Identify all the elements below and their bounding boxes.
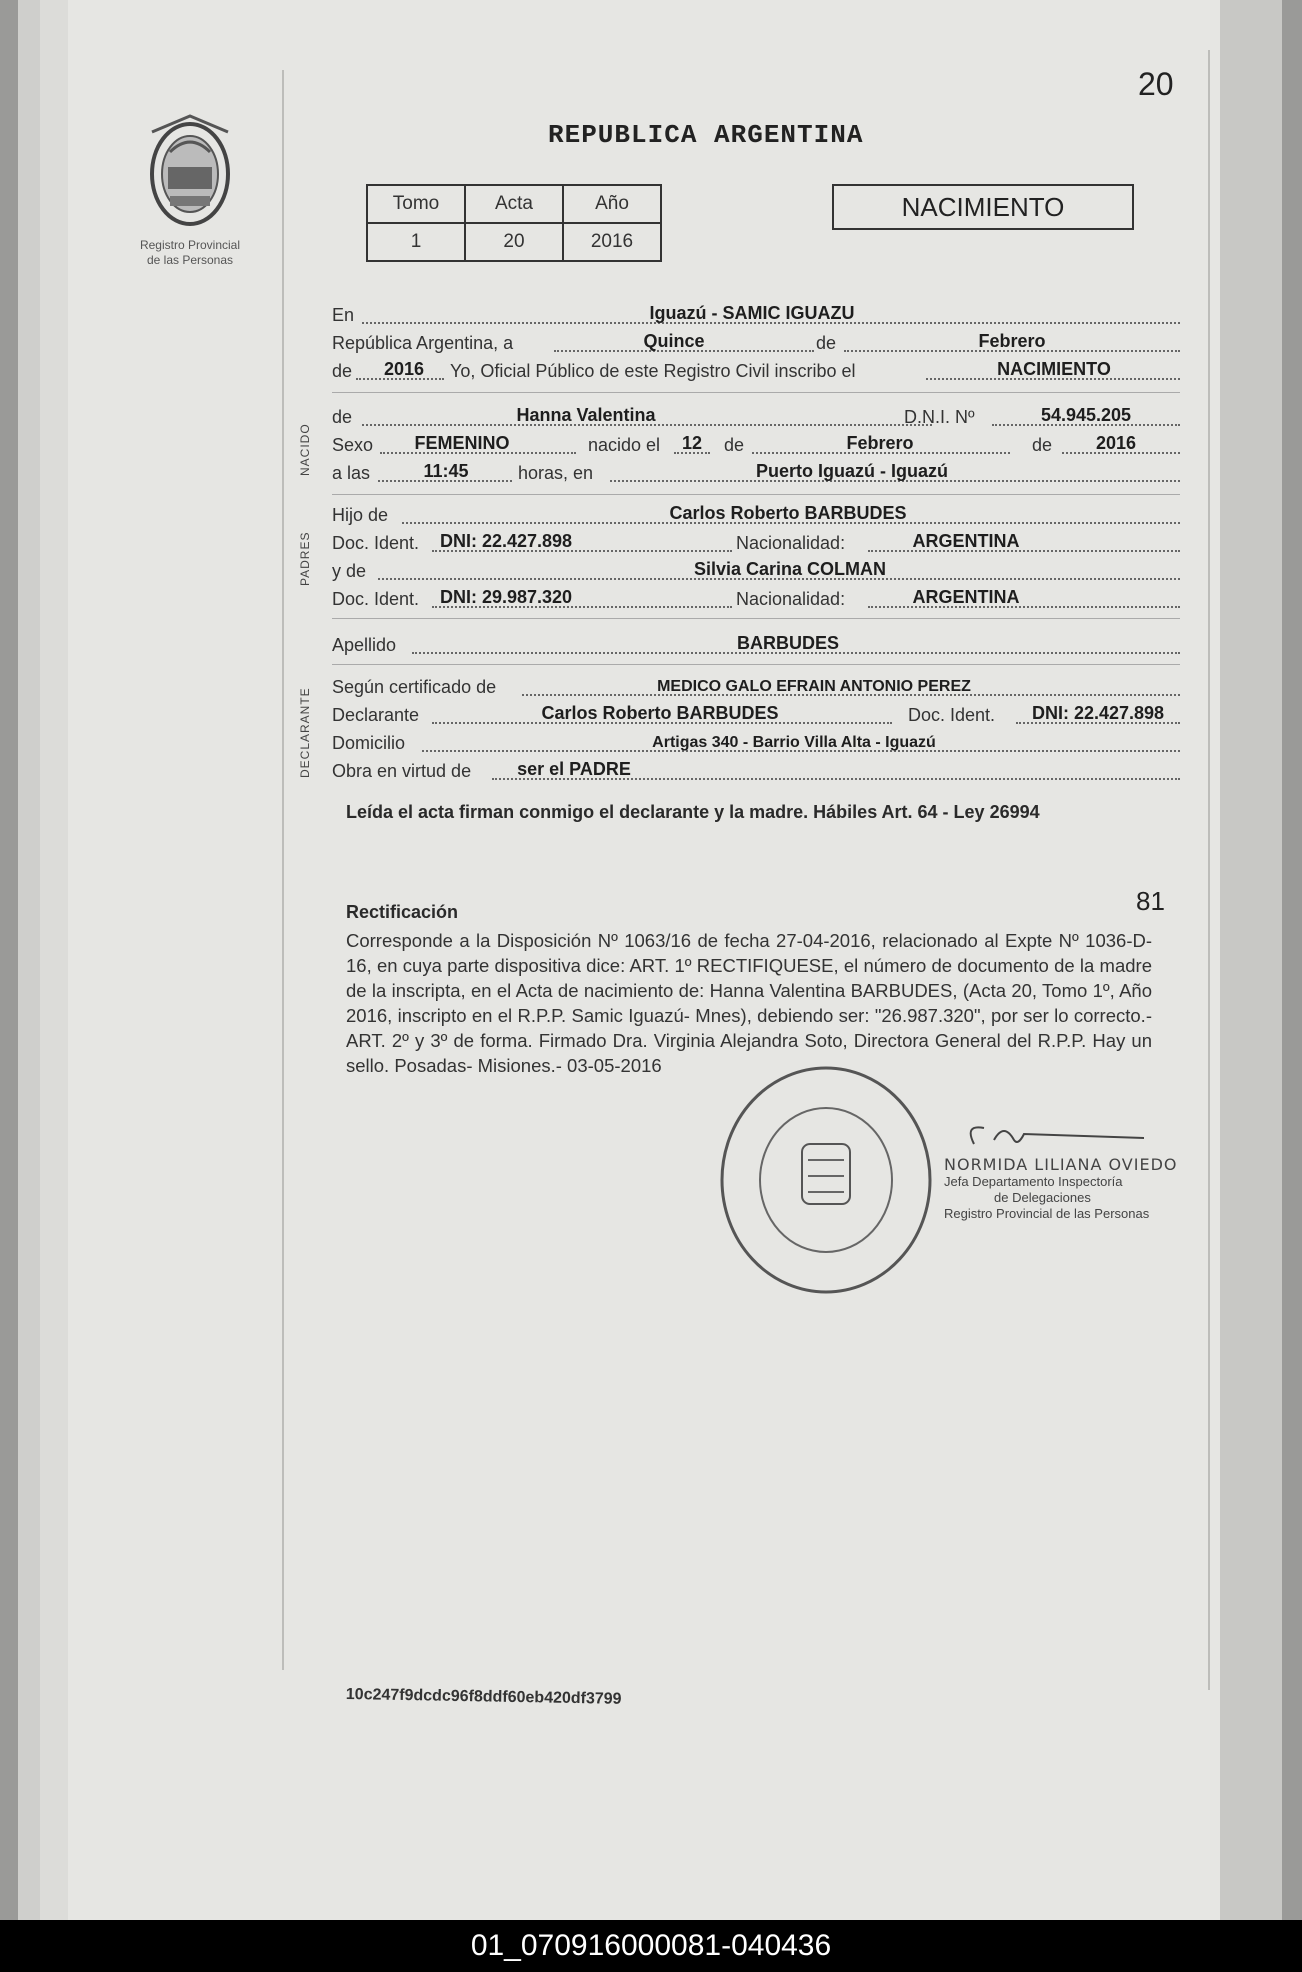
signature-name: NORMIDA LILIANA OVIEDO bbox=[944, 1155, 1178, 1174]
value-tomo: 1 bbox=[367, 223, 465, 261]
separator-4 bbox=[332, 664, 1180, 665]
label-obra: Obra en virtud de bbox=[332, 761, 472, 781]
rectificacion-title: Rectificación bbox=[346, 902, 459, 922]
row-en bbox=[332, 300, 1180, 328]
value-certificado: MEDICO GALO EFRAIN ANTONIO PEREZ bbox=[657, 678, 971, 695]
header-acta: Acta bbox=[465, 185, 563, 223]
signature-block bbox=[944, 1120, 1204, 1222]
value-mother-doc: DNI: 29.987.320 bbox=[439, 587, 573, 607]
signature-role-2: de Delegaciones bbox=[994, 1190, 1091, 1205]
label-dni: D.N.I. Nº bbox=[904, 407, 975, 427]
value-birth-day: 12 bbox=[681, 433, 703, 453]
value-father-nationality: ARGENTINA bbox=[912, 531, 1020, 551]
label-apellido: Apellido bbox=[332, 635, 397, 655]
document-hash: 10c247f9dcdc96f8ddf60eb420df3799 bbox=[345, 1686, 622, 1708]
official-seal bbox=[716, 1060, 936, 1305]
value-mother-name: Silvia Carina COLMAN bbox=[693, 559, 887, 579]
row-certificado bbox=[332, 672, 1180, 700]
label-horas: horas, en bbox=[518, 463, 594, 483]
label-de-name: de bbox=[332, 407, 353, 427]
rectificacion-number: 81 bbox=[1136, 886, 1165, 916]
value-anio: 2016 bbox=[563, 223, 661, 261]
record-table-header-row bbox=[367, 185, 661, 223]
label-de-month: de bbox=[816, 333, 837, 353]
signature-role-1: Jefa Departamento Inspectoría bbox=[944, 1174, 1123, 1189]
scan-id-bar bbox=[0, 1920, 1302, 1972]
margin-line-right bbox=[1208, 50, 1210, 1690]
value-child-dni: 54.945.205 bbox=[1040, 405, 1132, 425]
label-yde: y de bbox=[332, 561, 367, 581]
separator-3 bbox=[332, 618, 1180, 619]
logo-caption bbox=[120, 238, 260, 268]
rectificacion-body: Corresponde a la Disposición Nº 1063/16 de fecha 27-04-2016, relacionado al Expte Nº 1036-D-16, en cuya parte dispositiva dice: ART. 1º RECTIFIQUESE, el número de documento de la madre de la inscripta, en el Acta de nacimiento de: Hanna Valentina BARBUDES, (Acta 20, Tomo 1º, Año 2016, inscripto en el R.P.P. Samic Iguazú- Mnes), debiendo ser: "26.987.320", por ser lo correcto.- ART. 2º y 3º de forma. Firmado Dra. Virginia Alejandra Soto, Directora General del R.P.P. Hay un sello. Posadas- Misiones.- 03-05-2016 bbox=[346, 930, 1152, 1076]
label-declarante: Declarante bbox=[332, 705, 420, 725]
row-nacido-hora bbox=[332, 458, 1180, 486]
value-declarante: Carlos Roberto BARBUDES bbox=[541, 703, 779, 723]
value-day: Quince bbox=[643, 331, 705, 351]
value-sexo: FEMENINO bbox=[414, 433, 510, 453]
label-nacido-el: nacido el bbox=[588, 435, 661, 455]
coat-of-arms-icon bbox=[140, 112, 240, 232]
row-obra bbox=[332, 756, 1180, 784]
value-doc-declarante: DNI: 22.427.898 bbox=[1031, 703, 1165, 723]
row-madre bbox=[332, 556, 1180, 584]
label-doc-mother: Doc. Ident. bbox=[332, 589, 420, 609]
row-padre bbox=[332, 500, 1180, 528]
closing-text: Leída el acta firman conmigo el declarante y la madre. Hábiles Art. 64 - Ley 26994 bbox=[346, 802, 1040, 822]
signature-scribble-icon bbox=[944, 1120, 1144, 1150]
header-anio: Año bbox=[563, 185, 661, 223]
logo-caption-line1: Registro Provincial bbox=[139, 238, 241, 252]
label-nac-father: Nacionalidad: bbox=[736, 533, 846, 553]
value-apellido: BARBUDES bbox=[736, 633, 840, 653]
section-label-padres: PADRES bbox=[298, 531, 312, 586]
value-father-name: Carlos Roberto BARBUDES bbox=[669, 503, 907, 523]
country-title: REPUBLICA ARGENTINA bbox=[548, 120, 864, 150]
label-de-birth-year: de bbox=[1032, 435, 1053, 455]
value-domicilio: Artigas 340 - Barrio Villa Alta - Iguazú bbox=[652, 734, 936, 751]
header-tomo: Tomo bbox=[367, 185, 465, 223]
label-alas: a las bbox=[332, 463, 371, 483]
row-madre-doc bbox=[332, 584, 1180, 612]
value-birth-place: Puerto Iguazú - Iguazú bbox=[756, 461, 948, 481]
paper-edge-left bbox=[18, 0, 40, 1920]
separator-2 bbox=[332, 494, 1180, 495]
record-table bbox=[366, 184, 662, 262]
row-padre-doc bbox=[332, 528, 1180, 556]
row-declarante bbox=[332, 700, 1180, 728]
label-sexo: Sexo bbox=[332, 435, 374, 455]
label-republica: República Argentina, a bbox=[332, 333, 514, 353]
value-month: Febrero bbox=[978, 331, 1046, 351]
label-certificado: Según certificado de bbox=[332, 677, 497, 697]
label-doc-father: Doc. Ident. bbox=[332, 533, 420, 553]
label-hijo: Hijo de bbox=[332, 505, 389, 525]
row-nacido-name bbox=[332, 402, 1180, 430]
value-mother-nationality: ARGENTINA bbox=[912, 587, 1020, 607]
value-obra: ser el PADRE bbox=[517, 759, 631, 779]
seal-stamp-icon bbox=[716, 1060, 936, 1300]
value-birth-month: Febrero bbox=[846, 433, 914, 453]
separator-1 bbox=[332, 392, 1180, 393]
value-year: 2016 bbox=[383, 359, 425, 379]
signature-role-3: Registro Provincial de las Personas bbox=[944, 1206, 1150, 1221]
label-en: En bbox=[332, 305, 355, 325]
province-logo bbox=[140, 112, 240, 237]
label-de-year: de bbox=[332, 361, 353, 381]
value-en: Iguazú - SAMIC IGUAZU bbox=[649, 303, 855, 323]
label-nac-mother: Nacionalidad: bbox=[736, 589, 846, 609]
value-father-doc: DNI: 22.427.898 bbox=[439, 531, 573, 551]
record-table-value-row bbox=[367, 223, 661, 261]
value-inscription: NACIMIENTO bbox=[997, 359, 1111, 379]
record-type-box: NACIMIENTO bbox=[832, 184, 1134, 230]
value-birth-year: 2016 bbox=[1095, 433, 1137, 453]
row-domicilio bbox=[332, 728, 1180, 756]
value-child-name: Hanna Valentina bbox=[516, 405, 656, 425]
section-label-declarante: DECLARANTE bbox=[298, 687, 312, 778]
row-republica bbox=[332, 328, 1180, 356]
label-de-birth-month: de bbox=[724, 435, 745, 455]
paper-edge-right bbox=[1220, 0, 1282, 1920]
logo-caption-line2: de las Personas bbox=[146, 253, 234, 267]
label-doc-declarante: Doc. Ident. bbox=[908, 705, 996, 725]
row-apellido bbox=[332, 630, 1180, 658]
label-officer: Yo, Oficial Público de este Registro Civil inscribo el bbox=[450, 361, 856, 381]
page-number: 20 bbox=[1138, 66, 1174, 102]
label-domicilio: Domicilio bbox=[332, 733, 406, 753]
row-officer bbox=[332, 356, 1180, 384]
section-label-nacido: NACIDO bbox=[298, 423, 312, 476]
scan-id: 01_070916000081-040436 bbox=[470, 1929, 832, 1962]
value-acta: 20 bbox=[465, 223, 563, 261]
binding-line bbox=[282, 70, 284, 1670]
value-birth-time: 11:45 bbox=[423, 461, 469, 481]
row-nacido-sexo bbox=[332, 430, 1180, 458]
